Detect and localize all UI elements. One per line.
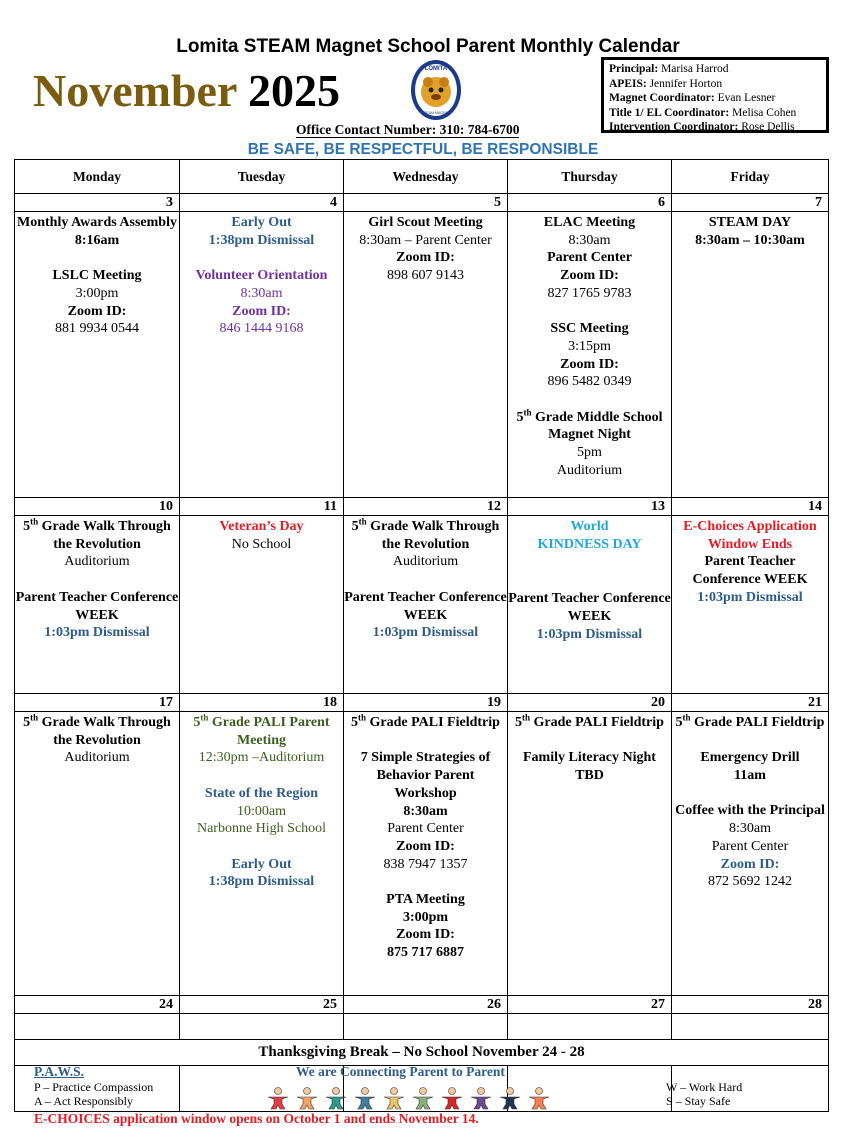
staff-line <box>609 91 826 106</box>
staff-role: Title 1/ EL Coordinator: <box>609 106 730 119</box>
event-line: Parent Teacher Conference WEEK <box>508 591 671 625</box>
day-header: Tuesday <box>180 160 344 194</box>
spacer <box>344 571 507 589</box>
event-line: 827 1765 9783 <box>547 285 632 301</box>
event-line: 8:30am – Parent Center <box>359 232 492 248</box>
event-line: ELAC Meeting <box>543 215 636 230</box>
date-number: 7 <box>672 194 829 212</box>
staff-name: Melisa Cohen <box>732 106 797 119</box>
event-line: 5th Grade Walk Through the Revolution <box>351 516 500 552</box>
event-line: Auditorium <box>64 554 130 570</box>
event-line: 3:00pm <box>402 909 449 925</box>
event-line: No School <box>231 536 292 552</box>
event-line: Parent Teacher Conference WEEK <box>344 589 507 623</box>
event-line: KINDNESS DAY <box>537 536 642 552</box>
staff-line <box>609 106 826 121</box>
month-year-heading <box>33 64 340 117</box>
event-line: 12:30pm –Auditorium <box>198 750 325 766</box>
day-header: Friday <box>672 160 829 194</box>
event-line: 872 5692 1242 <box>708 874 792 890</box>
office-contact: Office Contact Number: 310: 784-6700 <box>296 122 520 137</box>
day-header: Thursday <box>508 160 672 194</box>
event-line: Parent Teacher Conference WEEK <box>15 589 179 623</box>
event-line: 896 5482 0349 <box>547 374 632 390</box>
staff-name: Jennifer Horton <box>649 77 723 90</box>
event-line: E-Choices Application Window Ends <box>683 519 817 552</box>
events-row <box>15 516 829 694</box>
event-line: Auditorium <box>64 750 130 766</box>
spacer <box>344 732 507 750</box>
day-cell <box>508 712 672 996</box>
events-row <box>15 712 829 996</box>
date-number: 13 <box>508 498 672 516</box>
day-header: Wednesday <box>344 160 508 194</box>
event-line: 838 7947 1357 <box>383 856 468 872</box>
date-number: 19 <box>344 694 508 712</box>
event-line: 7 Simple Strategies of Behavior Parent Workshop <box>360 750 491 801</box>
event-line: Coffee with the Principal <box>675 803 825 819</box>
spacer <box>672 785 828 803</box>
spacer <box>15 249 179 267</box>
event-line: Zoom ID: <box>396 250 455 266</box>
event-line: Early Out <box>231 856 292 872</box>
date-number: 10 <box>15 498 180 516</box>
day-cell <box>672 712 829 996</box>
event-line: LSLC Meeting <box>52 268 142 284</box>
date-number: 6 <box>508 194 672 212</box>
spacer <box>15 571 179 589</box>
event-line: 8:30am – 10:30am <box>695 232 805 248</box>
paws-s: S – Stay Safe <box>666 1094 731 1108</box>
day-cell <box>672 212 829 498</box>
date-number: 17 <box>15 694 180 712</box>
date-number: 5 <box>344 194 508 212</box>
day-cell <box>344 212 508 498</box>
svg-text:STEAM MAGNET: STEAM MAGNET <box>421 111 451 115</box>
event-line: Family Literacy Night <box>523 750 656 766</box>
event-line: Parent Center <box>711 838 789 854</box>
event-line: Zoom ID: <box>396 838 455 854</box>
break-row <box>15 1040 829 1066</box>
event-line: 1:03pm Dismissal <box>44 625 150 641</box>
event-line: 5th Grade Middle School Magnet Night <box>516 407 663 443</box>
paws-title: P.A.W.S. <box>34 1064 85 1079</box>
spacer <box>344 873 507 891</box>
event-line: 5th Grade PALI Fieldtrip <box>515 712 664 730</box>
date-number: 20 <box>508 694 672 712</box>
event-line: SSC Meeting <box>550 321 629 337</box>
event-line: Auditorium <box>392 554 459 570</box>
event-line: Auditorium <box>556 462 623 478</box>
event-line: 10:00am <box>237 803 286 819</box>
event-line: 3:00pm <box>75 285 119 301</box>
spacer <box>180 249 343 267</box>
day-cell <box>180 212 344 498</box>
events-row <box>15 212 829 498</box>
staff-line <box>609 120 826 135</box>
event-line: 1:03pm Dismissal <box>697 589 803 605</box>
year: 2025 <box>248 65 341 116</box>
date-number: 26 <box>344 996 508 1014</box>
staff-name: Rose Dellis <box>741 121 795 133</box>
children-clipart-icon <box>266 1086 566 1110</box>
empty-cell <box>508 1014 672 1040</box>
date-number: 21 <box>672 694 829 712</box>
date-number: 24 <box>15 996 180 1014</box>
event-line: 5th Grade Walk Through the Revolution <box>23 712 171 748</box>
date-number: 27 <box>508 996 672 1014</box>
day-cell <box>15 212 180 498</box>
event-line: 5th Grade PALI Fieldtrip <box>351 712 500 730</box>
event-line: State of the Region <box>204 785 319 801</box>
event-line: PTA Meeting <box>386 892 465 907</box>
month-name: November <box>33 65 237 116</box>
event-line: 1:03pm Dismissal <box>536 626 643 642</box>
spacer <box>508 391 671 409</box>
event-line: 3:15pm <box>568 338 611 354</box>
calendar-title: Lomita STEAM Magnet School Parent Monthly Calendar <box>176 36 680 57</box>
spacer <box>508 732 671 750</box>
event-line: TBD <box>575 768 604 784</box>
event-line: 898 607 9143 <box>387 268 464 284</box>
date-number: 12 <box>344 498 508 516</box>
svg-text:LOMITA: LOMITA <box>424 66 448 72</box>
event-line: 5pm <box>577 445 602 461</box>
event-line: Girl Scout Meeting <box>368 215 483 230</box>
day-cell <box>672 516 829 694</box>
staff-name: Marisa Harrod <box>661 63 729 75</box>
staff-role: Intervention Coordinator: <box>609 121 739 133</box>
staff-role: Principal: <box>609 63 659 75</box>
day-cell <box>15 516 180 694</box>
date-row <box>15 194 829 212</box>
spacer <box>672 732 828 750</box>
event-line: 8:30am <box>240 285 283 301</box>
event-line: Parent Teacher Conference WEEK <box>692 554 808 588</box>
event-line: 8:30am <box>403 803 448 819</box>
event-line: Zoom ID: <box>396 927 455 943</box>
staff-role: Magnet Coordinator: <box>609 92 715 104</box>
event-line: 8:30am <box>568 232 611 248</box>
date-row <box>15 498 829 516</box>
event-line: Zoom ID: <box>560 356 619 372</box>
event-line: Monthly Awards Assembly <box>17 215 177 230</box>
day-header-row <box>15 160 829 194</box>
event-line: Zoom ID: <box>560 268 619 284</box>
event-line: 1:38pm Dismissal <box>208 874 315 890</box>
empty-row <box>15 1014 829 1040</box>
event-line: 846 1444 9168 <box>219 321 304 337</box>
event-line: 881 9934 0544 <box>55 321 139 337</box>
staff-box <box>601 57 829 133</box>
staff-line <box>609 77 826 92</box>
event-line: Zoom ID: <box>232 303 291 319</box>
event-line: 8:30am <box>729 821 771 837</box>
event-line: Emergency Drill <box>700 750 800 766</box>
empty-cell <box>180 1014 344 1040</box>
day-cell <box>344 516 508 694</box>
day-cell <box>508 212 672 498</box>
spacer <box>180 838 343 856</box>
event-line: 875 717 6887 <box>387 945 464 961</box>
event-line: Narbonne High School <box>196 821 327 837</box>
date-number: 28 <box>672 996 829 1014</box>
event-line: Parent Center <box>547 250 632 266</box>
event-line: Veteran’s Day <box>219 519 304 534</box>
date-row <box>15 694 829 712</box>
echoices-note: E-CHOICES application window opens on October 1 and ends November 14. <box>34 1111 479 1126</box>
staff-role: APEIS: <box>609 77 647 90</box>
event-line: 1:03pm Dismissal <box>372 625 479 641</box>
day-header: Monday <box>15 160 180 194</box>
paws-a: A – Act Responsibly <box>34 1094 134 1108</box>
school-logo <box>409 58 463 122</box>
date-number: 25 <box>180 996 344 1014</box>
day-cell <box>15 712 180 996</box>
date-number: 14 <box>672 498 829 516</box>
connect-slogan: We are Connecting Parent to Parent <box>296 1064 505 1079</box>
event-line: Early Out <box>231 215 292 230</box>
event-line: 5th Grade PALI Parent Meeting <box>193 712 330 748</box>
event-line: 1:38pm Dismissal <box>208 232 315 248</box>
calendar-grid <box>14 159 829 1112</box>
event-line: Zoom ID: <box>67 303 127 319</box>
empty-cell <box>15 1014 180 1040</box>
staff-name: Evan Lesner <box>717 92 776 104</box>
empty-cell <box>344 1014 508 1040</box>
day-cell <box>180 712 344 996</box>
event-line: 5th Grade Walk Through the Revolution <box>23 516 171 552</box>
thanksgiving-banner: Thanksgiving Break – No School November 24 - 28 <box>15 1040 829 1066</box>
day-cell <box>180 516 344 694</box>
event-line: STEAM DAY <box>708 215 792 230</box>
day-cell <box>344 712 508 996</box>
empty-cell <box>672 1014 829 1040</box>
event-line: 11am <box>734 768 766 784</box>
date-number: 18 <box>180 694 344 712</box>
staff-line <box>609 62 826 77</box>
event-line: Parent Center <box>387 821 464 837</box>
paws-p: P – Practice Compassion <box>34 1080 154 1094</box>
date-number: 3 <box>15 194 180 212</box>
event-line: 8:16am <box>74 232 120 248</box>
day-cell <box>508 516 672 694</box>
spacer <box>508 303 671 321</box>
date-row <box>15 996 829 1014</box>
event-line: 5th Grade PALI Fieldtrip <box>675 712 825 730</box>
school-motto: BE SAFE, BE RESPECTFUL, BE RESPONSIBLE <box>247 141 599 158</box>
event-line: World <box>570 519 609 534</box>
spacer <box>180 767 343 785</box>
event-line: Volunteer Orientation <box>195 268 328 284</box>
date-number: 11 <box>180 498 344 516</box>
date-number: 4 <box>180 194 344 212</box>
event-line: Zoom ID: <box>720 856 780 872</box>
paws-w: W – Work Hard <box>666 1080 743 1094</box>
